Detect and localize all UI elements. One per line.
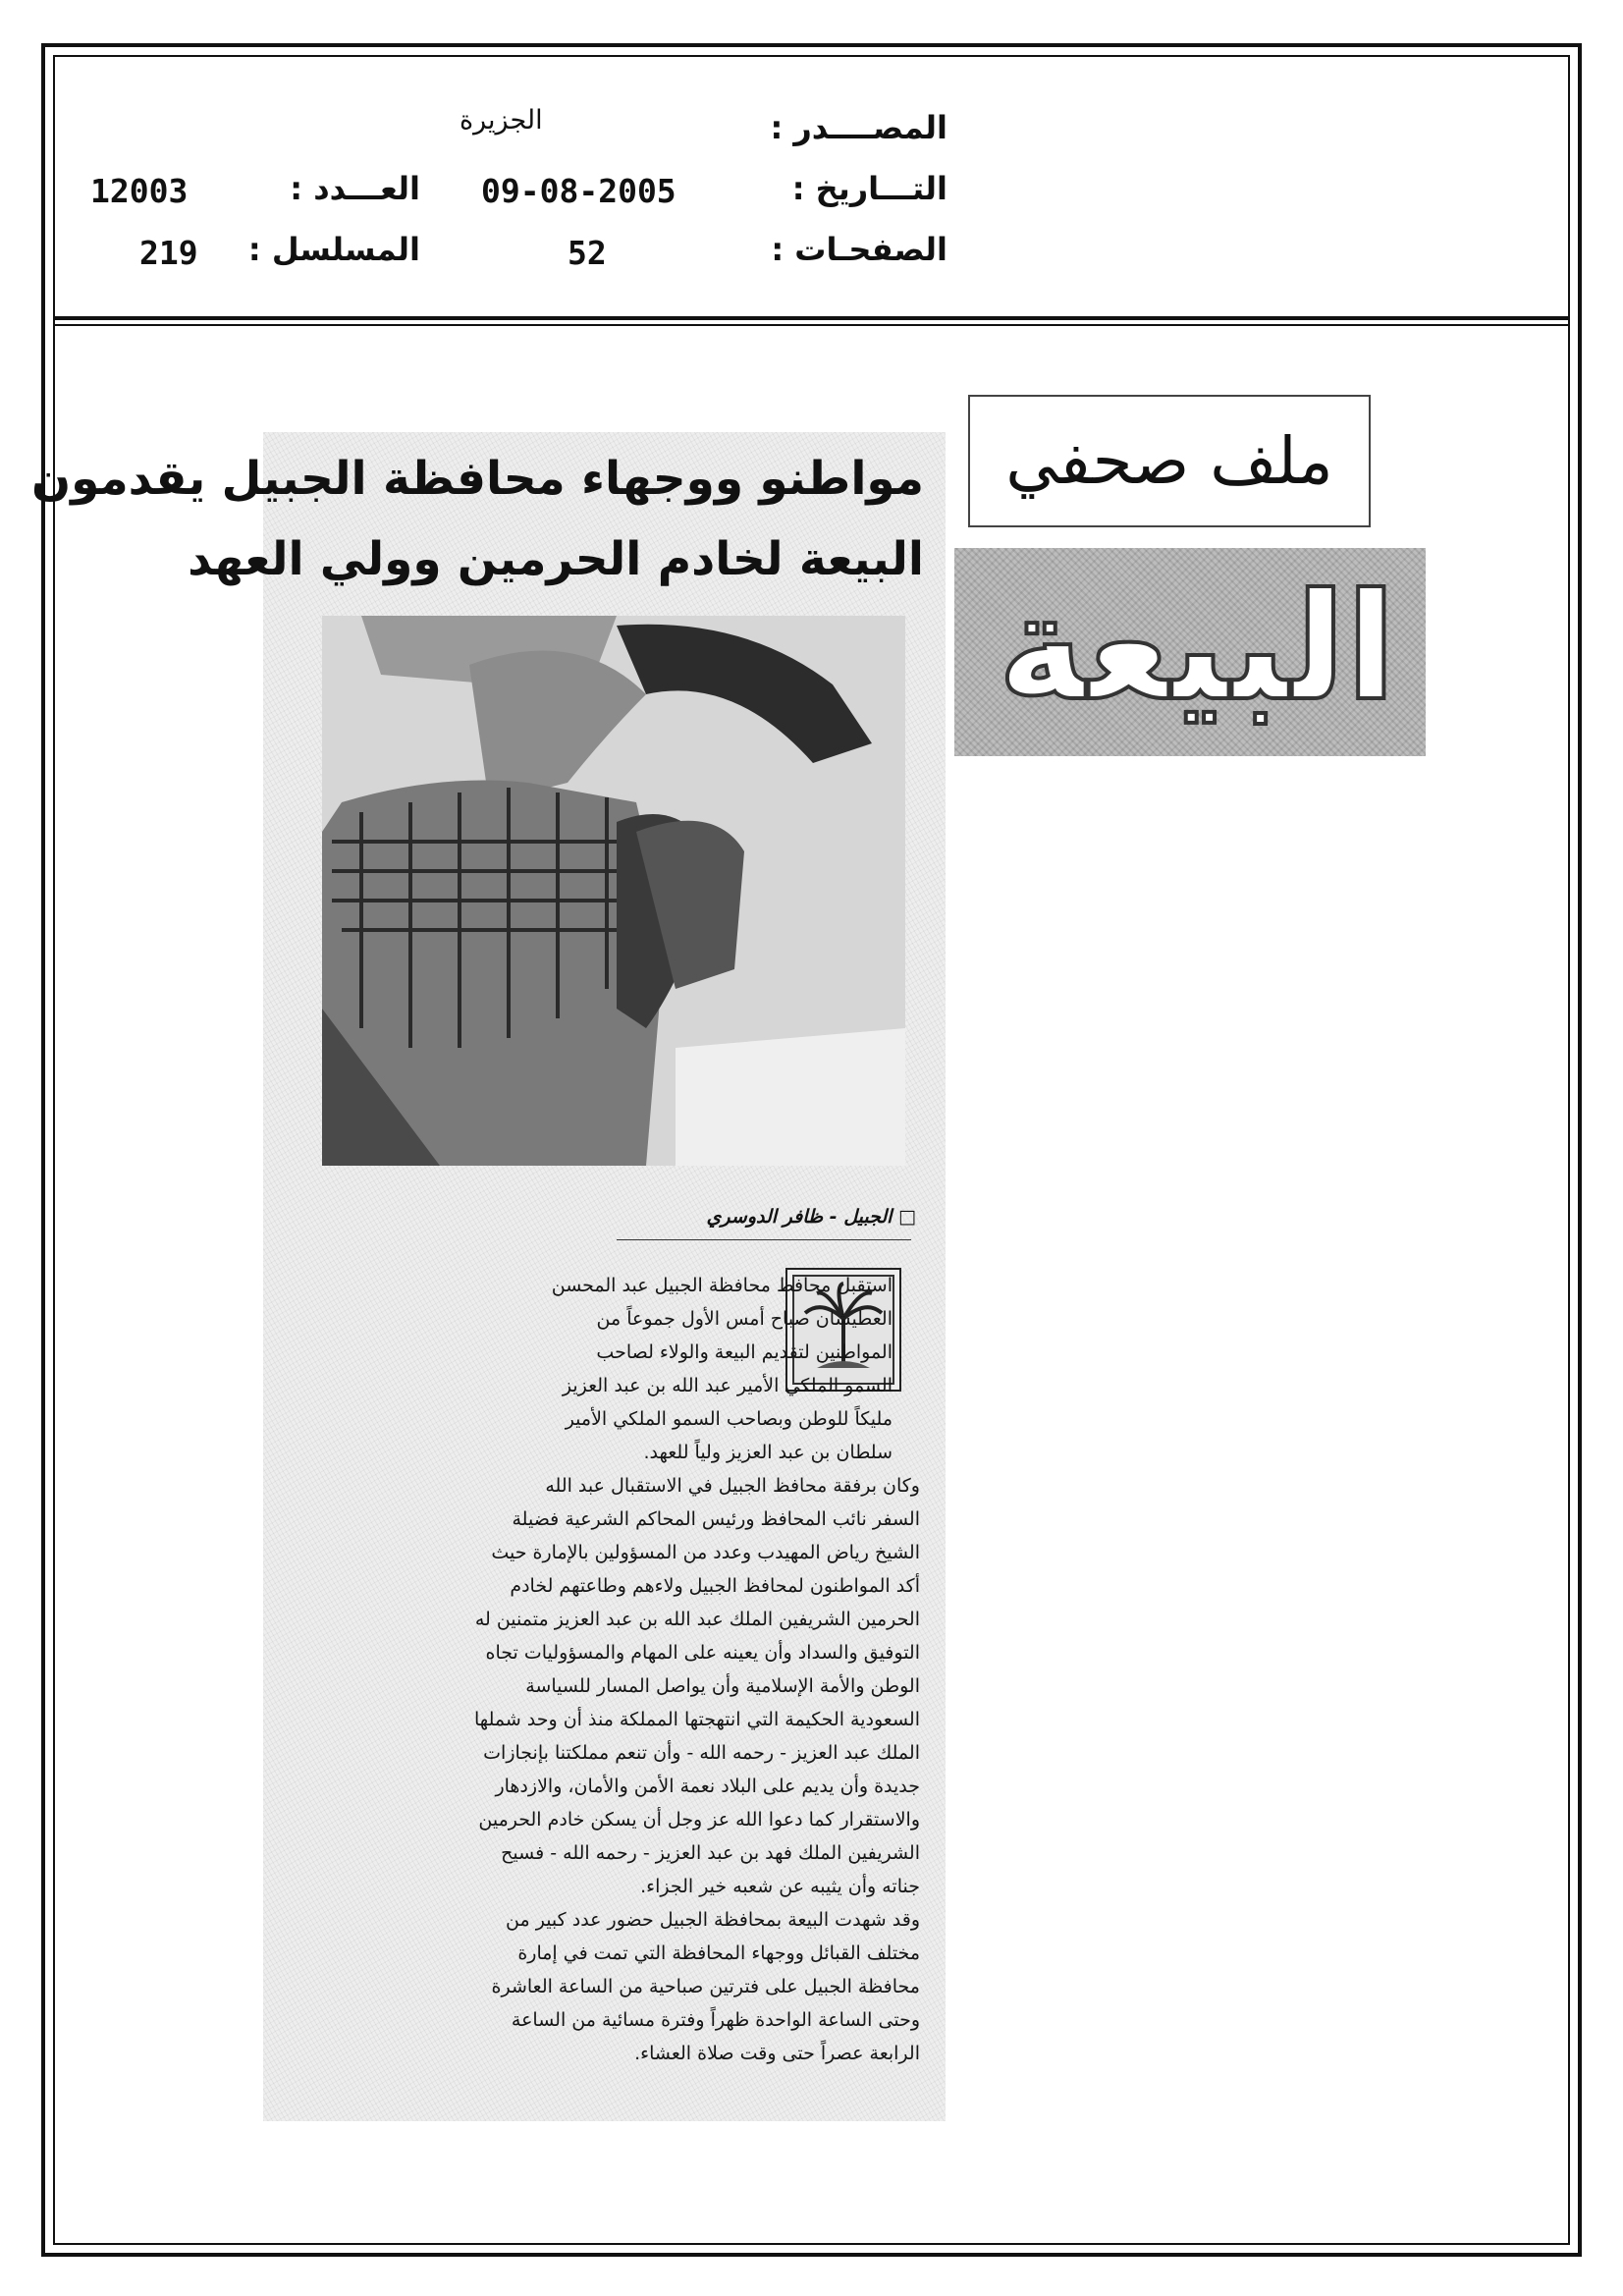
body-line: سلطان بن عبد العزيز ولياً للعهد. [643,1442,893,1463]
byline-rule [617,1239,911,1240]
source-value: الجزيرة [460,105,543,136]
news-photo-image [322,616,905,1166]
body-line: جديدة وأن يديم على البلاد نعمة الأمن والأمان، والازدهار [495,1776,920,1797]
body-line: الملك عبد العزيز - رحمه الله - وأن تنعم مملكتنا بإنجازات [483,1742,920,1764]
issue-label: العـــدد : [290,170,420,207]
header-separator [53,316,1570,326]
body-line: جناته وأن يثيبه عن شعبه خير الجزاء. [640,1876,920,1897]
news-photo [322,616,905,1166]
byline: □ الجبيل - ظافر الدوسري [706,1206,916,1228]
body-line: الشيخ رياض المهيدب وعدد من المسؤولين بالإمارة حيث [491,1542,920,1563]
body-line: المواطنين لتقديم البيعة والولاء لصاحب [596,1341,893,1363]
headline-line-2: البيعة لخادم الحرمين وولي العهد [188,532,924,586]
section-banner [954,548,1426,756]
body-line: مختلف القبائل ووجهاء المحافظة التي تمت في إمارة [517,1942,920,1964]
body-line: وقد شهدت البيعة بمحافظة الجبيل حضور عدد كبير من [506,1909,920,1931]
body-line: العطيشان صباح أمس الأول جموعاً من [596,1308,893,1330]
body-line: الرابعة عصراً حتى وقت صلاة العشاء. [634,2043,920,2064]
body-line: محافظة الجبيل على فترتين صباحية من الساعة العاشرة [491,1976,920,1997]
source-label: المصــــدر : [770,109,947,146]
pages-value: 52 [568,234,607,272]
date-label: التـــاريخ : [791,170,947,207]
pages-label: الصفحـات : [771,231,947,268]
date-value: 09-08-2005 [481,172,676,210]
body-line: وحتى الساعة الواحدة ظهراً وفترة مسائية من الساعة [511,2009,920,2031]
serial-label: المسلسل : [247,231,420,268]
body-line: مليكاً للوطن وبصاحب السمو الملكي الأمير [565,1408,893,1430]
body-line: السعودية الحكيمة التي انتهجتها المملكة منذ أن وحد شملها [474,1709,920,1730]
body-line: استقبل محافظ محافظة الجبيل عبد المحسن [551,1275,893,1296]
body-line: التوفيق والسداد وأن يعينه على المهام والمسؤوليات تجاه [485,1642,920,1664]
section-banner-text: البيعة [998,563,1396,734]
serial-value: 219 [139,234,198,272]
press-file-label: ملف صحفي [968,395,1371,527]
body-line: الشريفين الملك فهد بن عبد العزيز - رحمه الله - فسيح [501,1842,920,1864]
body-line: الحرمين الشريفين الملك عبد الله بن عبد العزيز متمنين له [474,1609,920,1630]
body-line: وكان برفقة محافظ الجبيل في الاستقبال عبد الله [545,1475,920,1497]
body-line: والاستقرار كما دعوا الله عز وجل أن يسكن خادم الحرمين [478,1809,920,1831]
issue-value: 12003 [90,172,189,210]
headline-line-1: مواطنو ووجهاء محافظة الجبيل يقدمون [31,452,924,506]
body-line: أكد المواطنون لمحافظ الجبيل ولاءهم وطاعتهم لخادم [510,1575,920,1597]
body-line: الوطن والأمة الإسلامية وأن يواصل المسار للسياسة [525,1675,920,1697]
body-line: السفر نائب المحافظ ورئيس المحاكم الشرعية فضيلة [512,1508,920,1530]
body-line: السمو الملكي الأمير عبد الله بن عبد العزيز [562,1375,893,1396]
